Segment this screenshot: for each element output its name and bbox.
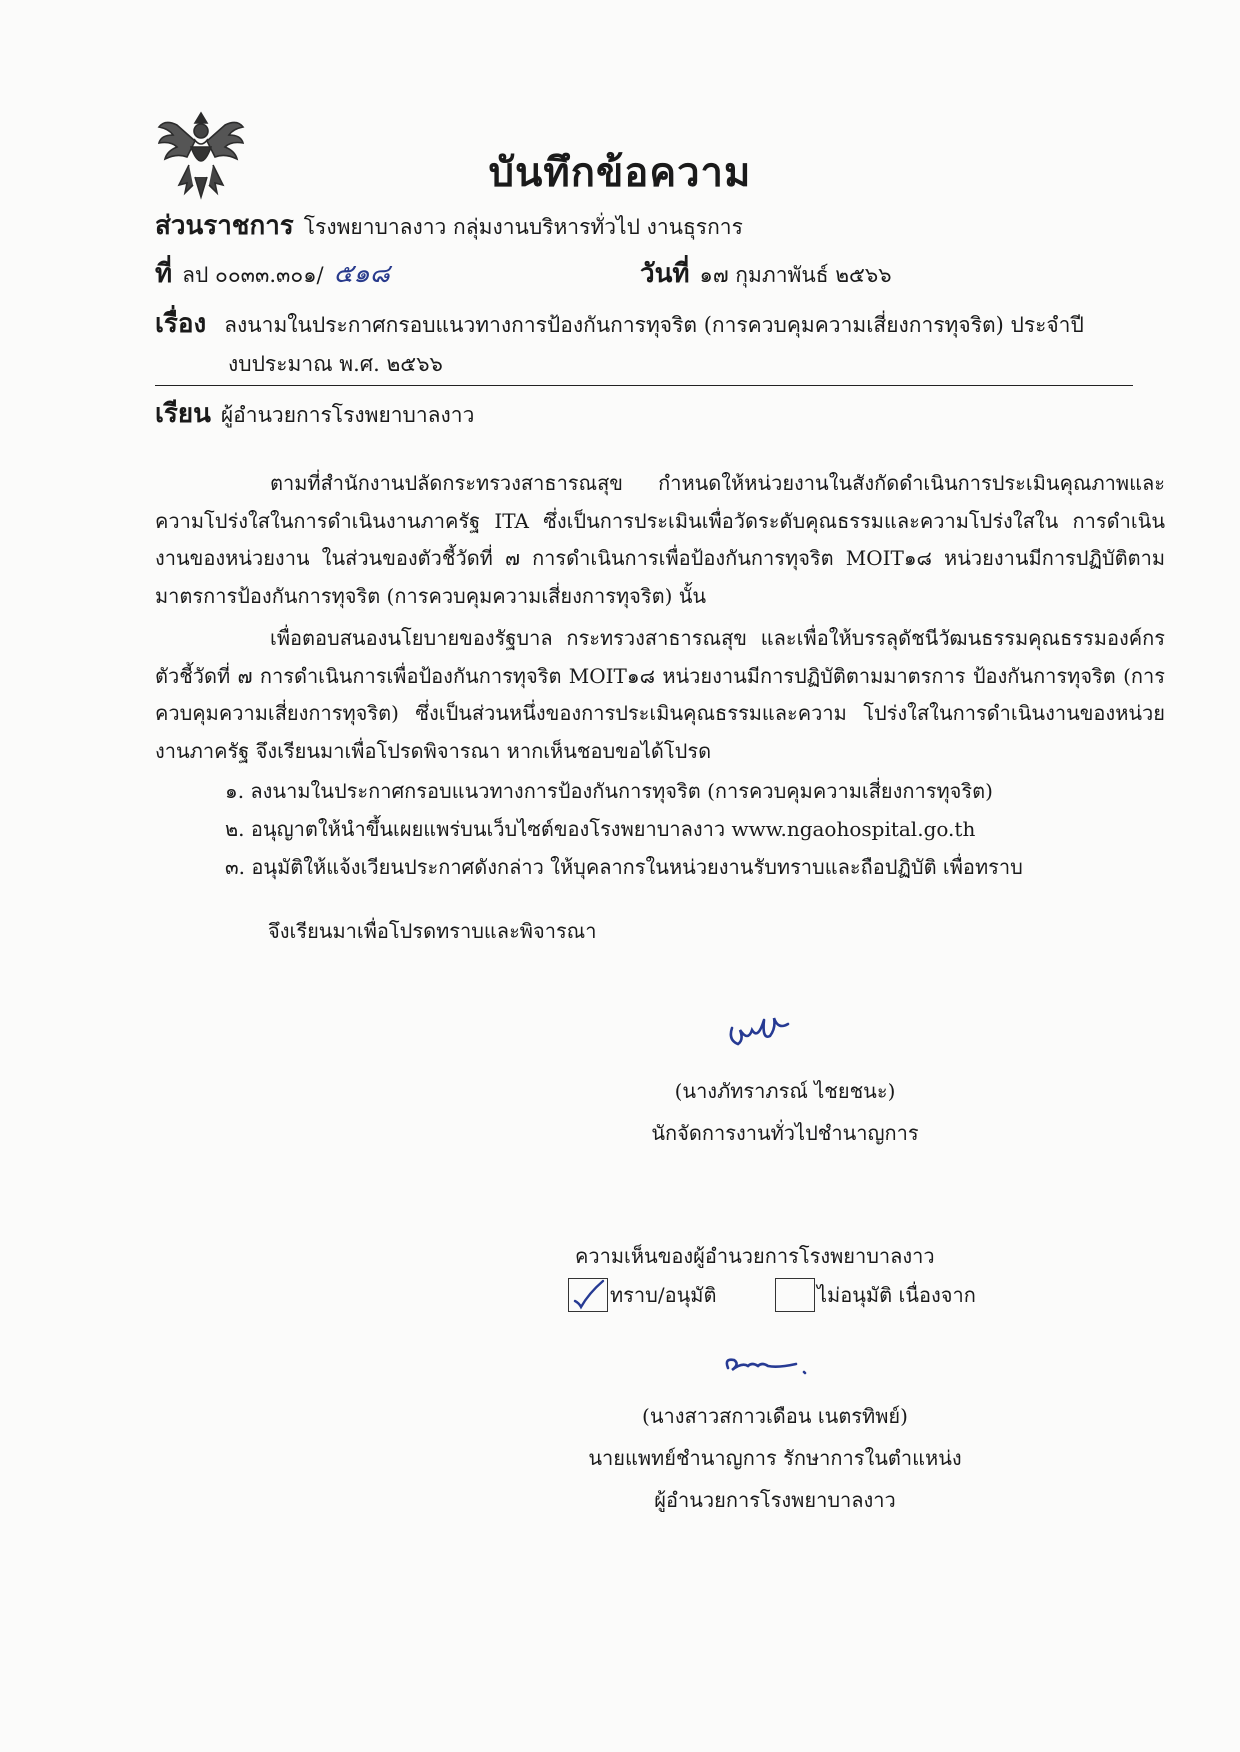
signer-1-position: นักจัดการงานทั่วไปชำนาญการ — [651, 1121, 919, 1145]
reject-option-label: ไม่อนุมัติ เนื่องจาก — [817, 1283, 976, 1307]
subject-label: เรื่อง — [155, 309, 207, 339]
agency-label: ส่วนราชการ — [155, 211, 294, 241]
director-opinion-label: ความเห็นของผู้อำนวยการโรงพยาบาลงาว — [575, 1244, 935, 1268]
body-paragraph-2: เพื่อตอบสนองนโยบายของรัฐบาล กระทรวงสาธารณสุข และเพื่อให้บรรลุดัชนีวัฒนธรรมคุณธรรมองค์กร ตัวชี้วัดที่ ๗ การดำเนินการเพื่อป้องกันการทุจริต MOIT๑๘ หน่วยงานมีการปฏิบัติตามมาตรการ ป้องกันการทุจริต (การควบคุมความเสี่ยงการทุจริต) ซึ่งเป็นส่วนหนึ่งของการประเมินคุณธรรมและความ โปร่งใสในการดำเนินงานของหน่วยงานภาครัฐ จึงเรียนมาเพื่อโปรดพิจารณา หากเห็นชอบขอได้โปรด — [155, 626, 1165, 763]
to-label: เรียน — [155, 399, 211, 429]
agency-value: โรงพยาบาลงาว กลุ่มงานบริหารทั่วไป งานธุรการ — [303, 215, 743, 239]
checkmark-icon — [569, 1279, 607, 1311]
reject-option[interactable] — [775, 1278, 976, 1312]
to-row — [155, 393, 474, 434]
subject-line-2: งบประมาณ พ.ศ. ๒๕๖๖ — [228, 352, 443, 376]
list-item: ๓. อนุมัติให้แจ้งเวียนประกาศดังกล่าว ให้บุคลากรในหน่วยงานรับทราบและถือปฏิบัติ เพื่อทราบ — [225, 855, 1023, 879]
header-divider — [155, 385, 1133, 386]
subject-line-1: ลงนามในประกาศกรอบแนวทางการป้องกันการทุจริต (การควบคุมความเสี่ยงการทุจริต) ประจำปี — [224, 313, 1084, 337]
list-item: ๒. อนุญาตให้นำขึ้นเผยแพร่บนเว็บไซต์ของโรงพยาบาลงาว www.ngaohospital.go.th — [225, 817, 976, 841]
ref-row — [155, 253, 390, 294]
signer-1-name: (นางภัทราภรณ์ ไชยชนะ) — [674, 1079, 896, 1103]
closing-line: จึงเรียนมาเพื่อโปรดทราบและพิจารณา — [268, 919, 597, 943]
memo-title: บันทึกข้อความ — [488, 149, 752, 196]
director-position-1: นายแพทย์ชำนาญการ รักษาการในตำแหน่ง — [588, 1446, 962, 1470]
ref-value: ลป ๐๐๓๓.๓๐๑/ — [182, 263, 324, 287]
list-item: ๑. ลงนามในประกาศกรอบแนวทางการป้องกันการทุจริต (การควบคุมความเสี่ยงการทุจริต) — [225, 779, 993, 803]
director-position-2: ผู้อำนวยการโรงพยาบาลงาว — [654, 1488, 896, 1512]
signature-2-icon — [718, 1340, 818, 1390]
signer-1-block — [560, 1070, 1010, 1154]
director-signature-block — [540, 1395, 1010, 1521]
to-value: ผู้อำนวยการโรงพยาบาลงาว — [220, 403, 475, 427]
date-label: วันที่ — [640, 259, 690, 289]
subject-row — [155, 303, 1084, 344]
signature-1-icon — [718, 1000, 798, 1060]
director-name: (นางสาวสกาวเดือน เนตรทิพย์) — [642, 1404, 908, 1428]
approve-checkbox[interactable] — [568, 1278, 608, 1312]
reject-checkbox[interactable] — [775, 1278, 815, 1312]
date-row — [640, 253, 892, 294]
approve-option-label: ทราบ/อนุมัติ — [610, 1283, 717, 1307]
ref-handwritten-number: ๕๑๘ — [333, 259, 390, 289]
date-value: ๑๗ กุมภาพันธ์ ๒๕๖๖ — [699, 263, 892, 287]
body-paragraph-1: ตามที่สำนักงานปลัดกระทรวงสาธารณสุข กำหนดให้หน่วยงานในสังกัดดำเนินการประเมินคุณภาพและความโปร่งใสในการดำเนินงานภาครัฐ ITA ซึ่งเป็นการประเมินเพื่อวัดระดับคุณธรรมและความโปร่งใสใน การดำเนินงานของหน่วยงาน ในส่วนของตัวชี้วัดที่ ๗ การดำเนินการเพื่อป้องกันการทุจริต MOIT๑๘ หน่วยงานมีการปฏิบัติตามมาตรการป้องกันการทุจริต (การควบคุมความเสี่ยงการทุจริต) นั้น — [155, 471, 1165, 608]
request-list — [225, 772, 1023, 886]
approve-option[interactable] — [568, 1278, 716, 1312]
agency-row — [155, 205, 743, 246]
ref-label: ที่ — [155, 259, 173, 289]
